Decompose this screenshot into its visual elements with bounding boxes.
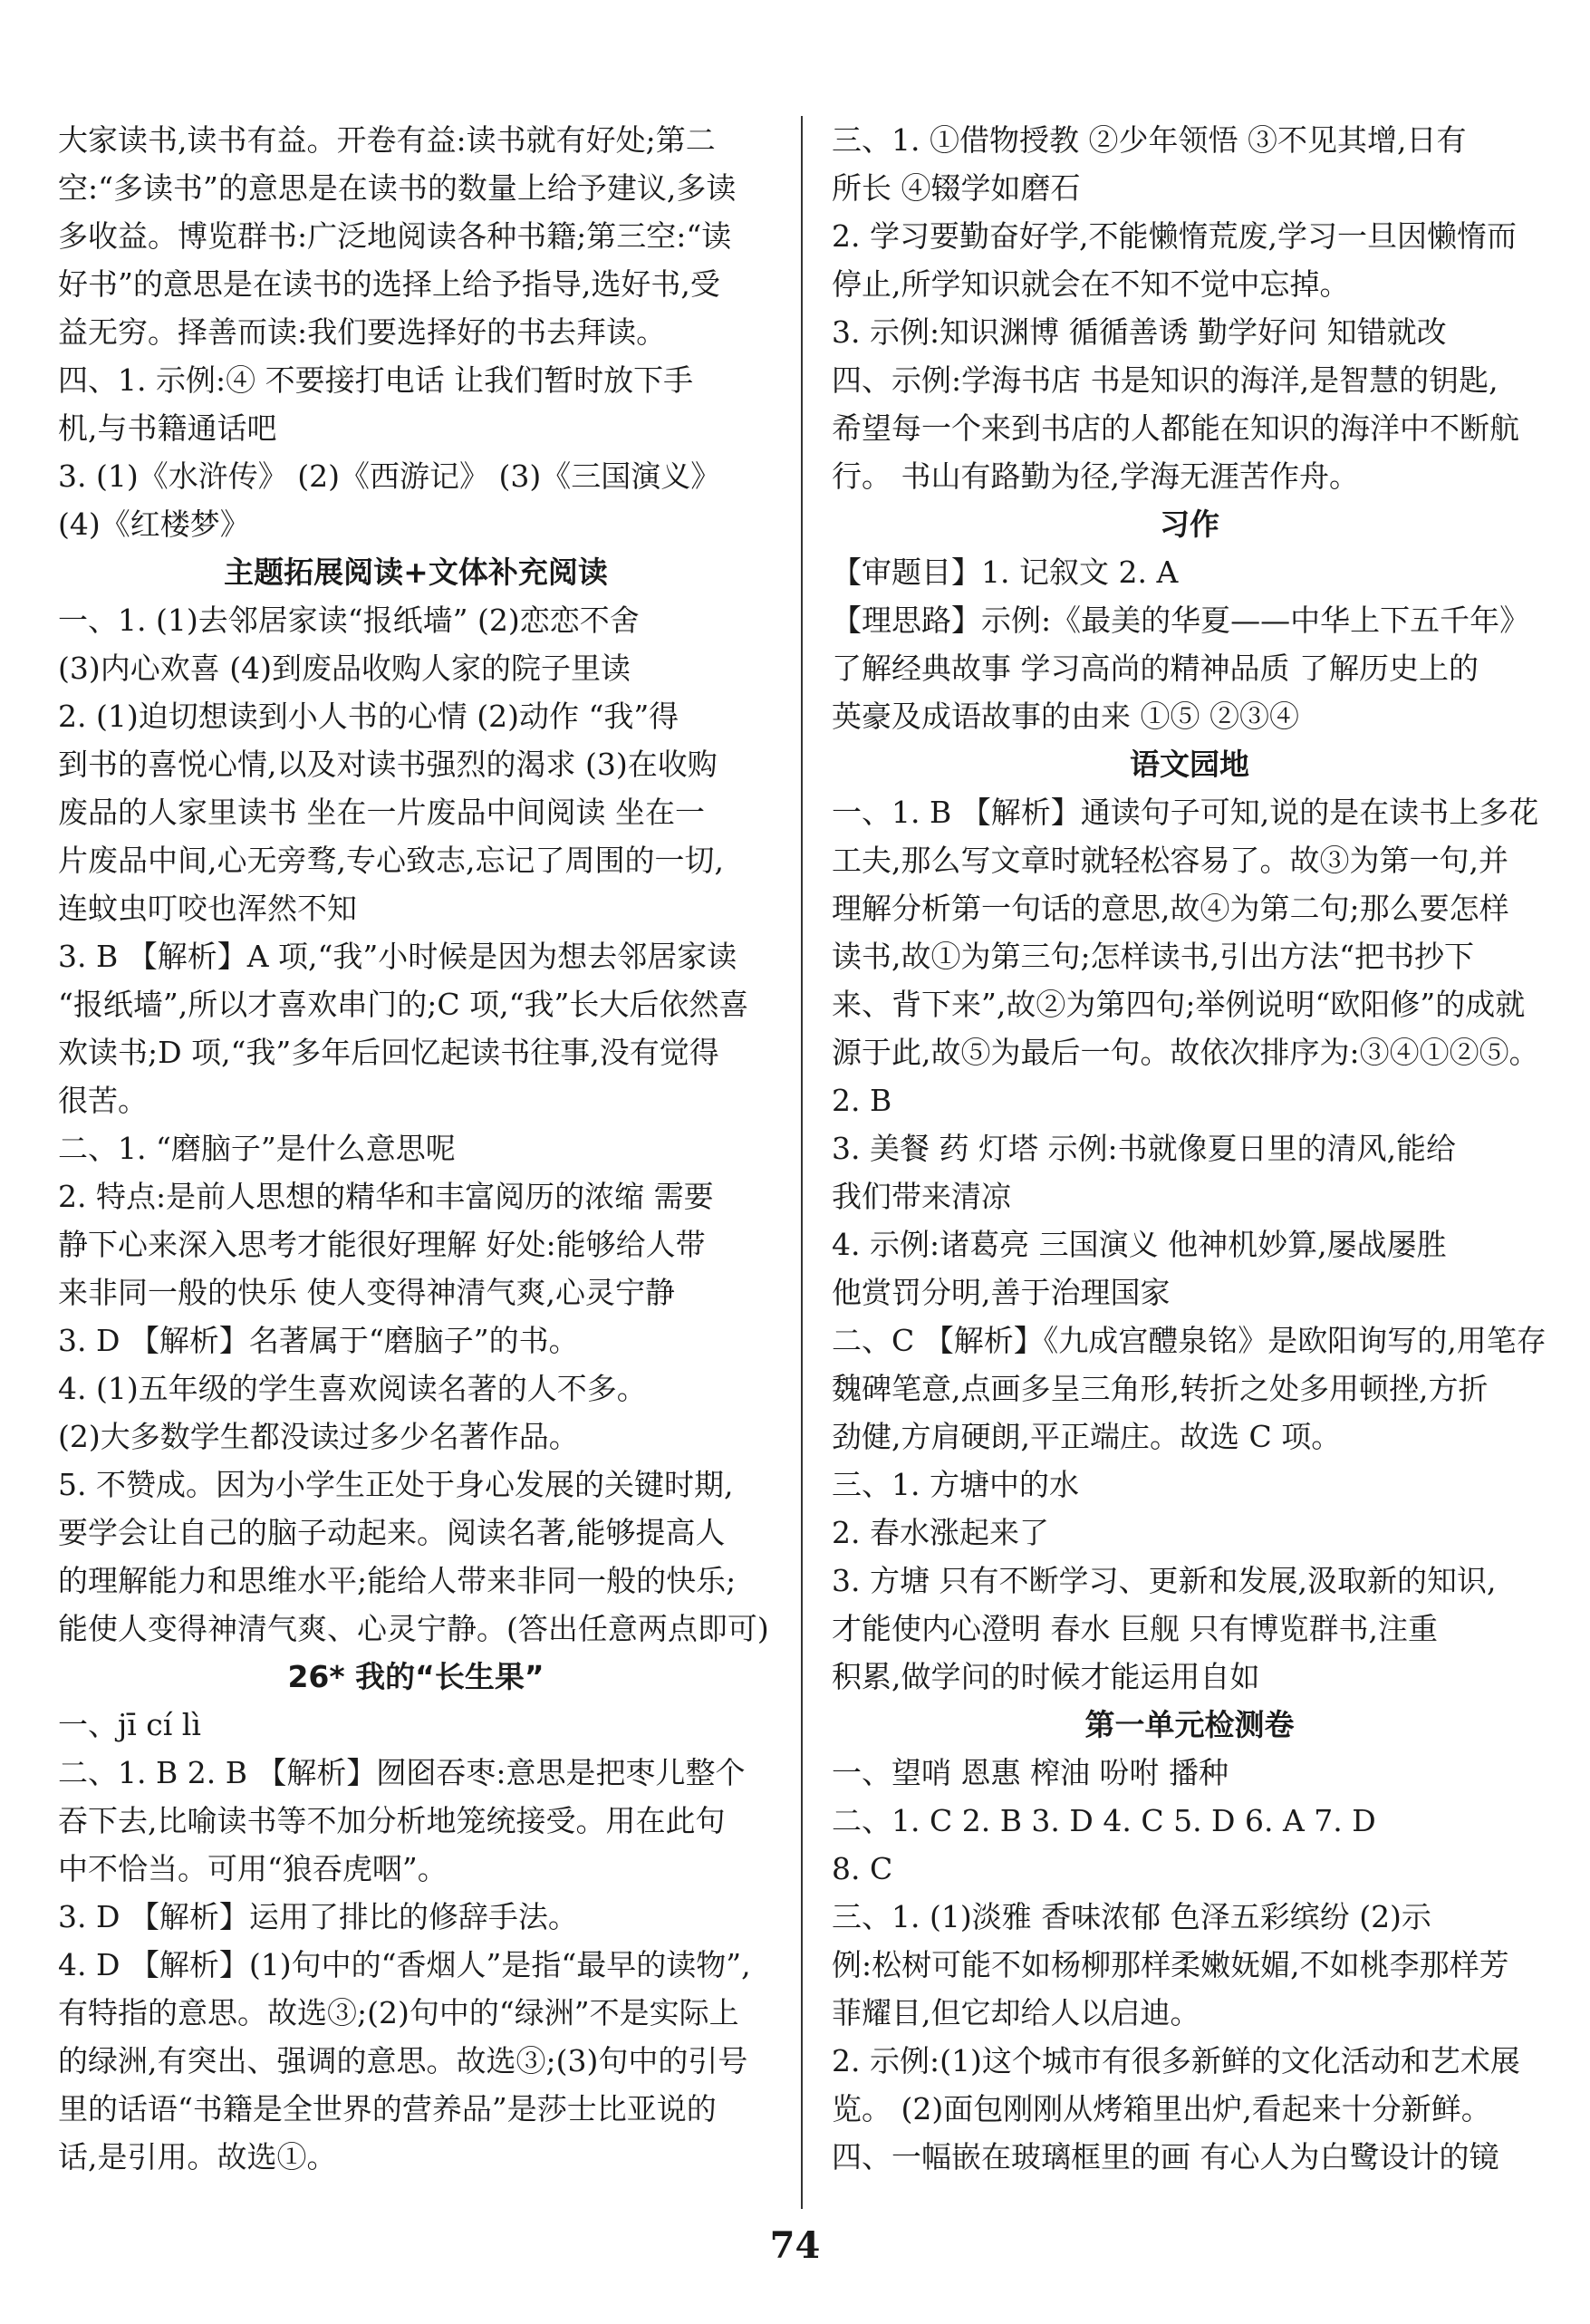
text-line: 希望每一个来到书店的人都能在知识的海洋中不断航 bbox=[832, 410, 1519, 446]
text-line: 中不恰当。可用“狼吞虎咽”。 bbox=[58, 1851, 448, 1886]
text-line: 一、jī cí lì bbox=[58, 1707, 201, 1742]
text-line: 好书”的意思是在读书的选择上给予指导,选好书,受 bbox=[58, 266, 720, 302]
text-line: 行。 书山有路勤为径,学海无涯苦作舟。 bbox=[832, 458, 1359, 494]
text-line: 4. D 【解析】(1)句中的“香烟人”是指“最早的读物”, bbox=[58, 1947, 751, 1982]
text-line: 大家读书,读书有益。开卷有益:读书就有好处;第二 bbox=[58, 122, 716, 158]
text-line: 静下心来深入思考才能很好理解 好处:能够给人带 bbox=[58, 1227, 706, 1262]
text-line: 工夫,那么写文章时就轻松容易了。故③为第一句,并 bbox=[832, 843, 1508, 878]
text-line: 8. C bbox=[832, 1851, 893, 1886]
text-line: 四、一幅嵌在玻璃框里的画 有心人为白鹭设计的镜 bbox=[832, 2139, 1499, 2175]
section-heading: 语文园地 bbox=[1130, 747, 1249, 782]
text-line: 机,与书籍通话吧 bbox=[58, 410, 277, 446]
text-line: 4. 示例:诸葛亮 三国演义 他神机妙算,屡战屡胜 bbox=[832, 1227, 1447, 1262]
text-line: 3. 示例:知识渊博 循循善诱 勤学好问 知错就改 bbox=[832, 314, 1447, 350]
text-line: 三、1. ①借物授教 ②少年领悟 ③不见其增,日有 bbox=[832, 122, 1467, 158]
text-line: 停止,所学知识就会在不知不觉中忘掉。 bbox=[832, 266, 1350, 302]
text-line: 3. D 【解析】名著属于“磨脑子”的书。 bbox=[58, 1323, 579, 1358]
text-line: 览。 (2)面包刚刚从烤箱里出炉,看起来十分新鲜。 bbox=[832, 2091, 1491, 2126]
text-line: 2. B bbox=[832, 1083, 892, 1118]
text-line: 吞下去,比喻读书等不加分析地笼统接受。用在此句 bbox=[58, 1803, 726, 1838]
section-heading: 第一单元检测卷 bbox=[1084, 1707, 1295, 1742]
text-line: 3. D 【解析】运用了排比的修辞手法。 bbox=[58, 1899, 578, 1934]
text-line: 读书,故①为第三句;怎样读书,引出方法“把书抄下 bbox=[832, 939, 1474, 974]
page-number: 74 bbox=[769, 2224, 821, 2267]
text-line: 3. 方塘 只有不断学习、更新和发展,汲取新的知识, bbox=[832, 1563, 1497, 1598]
text-line: 【理思路】示例:《最美的华夏——中华上下五千年》 bbox=[832, 603, 1530, 638]
text-line: “报纸墙”,所以才喜欢串门的;C 项,“我”长大后依然喜 bbox=[58, 987, 749, 1022]
text-line: 英豪及成语故事的由来 ①⑤ ②③④ bbox=[832, 699, 1299, 734]
text-line: 2. 春水涨起来了 bbox=[832, 1515, 1049, 1550]
text-line: 2. (1)迫切想读到小人书的心情 (2)动作 “我”得 bbox=[58, 699, 679, 734]
text-line: 空:“多读书”的意思是在读书的数量上给予建议,多读 bbox=[58, 170, 737, 206]
text-line: 一、1. (1)去邻居家读“报纸墙” (2)恋恋不舍 bbox=[58, 603, 640, 638]
left-column bbox=[58, 116, 774, 2181]
text-line: 菲耀目,但它却给人以启迪。 bbox=[832, 1995, 1200, 2030]
text-line: 一、望哨 恩惠 榨油 吩咐 播种 bbox=[832, 1755, 1229, 1790]
text-line: 2. 特点:是前人思想的精华和丰富阅历的浓缩 需要 bbox=[58, 1179, 714, 1214]
text-line: 连蚊虫叮咬也浑然不知 bbox=[58, 891, 357, 926]
text-line: 益无穷。择善而读:我们要选择好的书去拜读。 bbox=[58, 314, 667, 350]
text-line: 来、背下来”,故②为第四句;举例说明“欧阳修”的成就 bbox=[832, 987, 1526, 1022]
text-line: 例:松树可能不如杨柳那样柔嫩妩媚,不如桃李那样芳 bbox=[832, 1947, 1509, 1982]
text-line: 3. 美餐 药 灯塔 示例:书就像夏日里的清风,能给 bbox=[832, 1131, 1457, 1166]
text-line: 3. B 【解析】A 项,“我”小时候是因为想去邻居家读 bbox=[58, 939, 737, 974]
text-line: 积累,做学问的时候才能运用自如 bbox=[832, 1659, 1260, 1694]
text-line: 三、1. (1)淡雅 香味浓郁 色泽五彩缤纷 (2)示 bbox=[832, 1899, 1431, 1934]
text-line: 废品的人家里读书 坐在一片废品中间阅读 坐在一 bbox=[58, 795, 705, 830]
text-line: 了解经典故事 学习高尚的精神品质 了解历史上的 bbox=[832, 651, 1479, 686]
text-line: 二、1. B 2. B 【解析】囫囵吞枣:意思是把枣儿整个 bbox=[58, 1755, 746, 1790]
text-line: 2. 学习要勤奋好学,不能懒惰荒废,学习一旦因懒惰而 bbox=[832, 218, 1517, 254]
section-heading: 26* 我的“长生果” bbox=[287, 1659, 544, 1694]
text-line: 要学会让自己的脑子动起来。阅读名著,能够提高人 bbox=[58, 1515, 726, 1550]
text-line: (3)内心欢喜 (4)到废品收购人家的院子里读 bbox=[58, 651, 631, 686]
text-line: 二、1. “磨脑子”是什么意思呢 bbox=[58, 1131, 456, 1166]
text-line: 多收益。博览群书:广泛地阅读各种书籍;第三空:“读 bbox=[58, 218, 732, 254]
text-line: 能使人变得神清气爽、心灵宁静。(答出任意两点即可) bbox=[58, 1611, 769, 1646]
text-line: 源于此,故⑤为最后一句。故依次排序为:③④①②⑤。 bbox=[832, 1035, 1539, 1070]
text-line: 话,是引用。故选①。 bbox=[58, 2139, 337, 2175]
text-line: 4. (1)五年级的学生喜欢阅读名著的人不多。 bbox=[58, 1371, 647, 1406]
text-line: 有特指的意思。故选③;(2)句中的“绿洲”不是实际上 bbox=[58, 1995, 739, 2030]
text-line: 才能使内心澄明 春水 巨舰 只有博览群书,注重 bbox=[832, 1611, 1438, 1646]
text-line: 2. 示例:(1)这个城市有很多新鲜的文化活动和艺术展 bbox=[832, 2043, 1520, 2078]
text-line: 二、C 【解析】《九成宫醴泉铭》是欧阳询写的,用笔存 bbox=[832, 1323, 1547, 1358]
text-line: 5. 不赞成。因为小学生正处于身心发展的关键时期, bbox=[58, 1467, 734, 1502]
text-line: 二、1. C 2. B 3. D 4. C 5. D 6. A 7. D bbox=[832, 1803, 1376, 1838]
text-line: 劲健,方肩硬朗,平正端庄。故选 C 项。 bbox=[832, 1419, 1342, 1454]
text-line: 四、示例:学海书店 书是知识的海洋,是智慧的钥匙, bbox=[832, 362, 1498, 398]
text-line: 四、1. 示例:④ 不要接打电话 让我们暂时放下手 bbox=[58, 362, 694, 398]
text-line: 【审题目】1. 记叙文 2. A bbox=[832, 554, 1179, 590]
column-divider bbox=[801, 116, 803, 2209]
text-line: 片废品中间,心无旁骛,专心致志,忘记了周围的一切, bbox=[58, 843, 724, 878]
text-line: 来非同一般的快乐 使人变得神清气爽,心灵宁静 bbox=[58, 1275, 675, 1310]
text-line: (2)大多数学生都没读过多少名著作品。 bbox=[58, 1419, 579, 1454]
text-line: 欢读书;D 项,“我”多年后回忆起读书往事,没有觉得 bbox=[58, 1035, 719, 1070]
right-column bbox=[832, 116, 1547, 2181]
text-line: (4)《红楼梦》 bbox=[58, 506, 250, 542]
text-line: 3. (1)《水浒传》 (2)《西游记》 (3)《三国演义》 bbox=[58, 458, 721, 494]
text-line: 的理解能力和思维水平;能给人带来非同一般的快乐; bbox=[58, 1563, 737, 1598]
text-line: 里的话语“书籍是全世界的营养品”是莎士比亚说的 bbox=[58, 2091, 717, 2126]
text-line: 魏碑笔意,点画多呈三角形,转折之处多用顿挫,方折 bbox=[832, 1371, 1489, 1406]
text-line: 一、1. B 【解析】通读句子可知,说的是在读书上多花 bbox=[832, 795, 1539, 830]
text-line: 理解分析第一句话的意思,故④为第二句;那么要怎样 bbox=[832, 891, 1509, 926]
text-line: 我们带来清凉 bbox=[832, 1179, 1011, 1214]
text-line: 三、1. 方塘中的水 bbox=[832, 1467, 1079, 1502]
text-line: 很苦。 bbox=[58, 1083, 148, 1118]
text-line: 他赏罚分明,善于治理国家 bbox=[832, 1275, 1171, 1310]
section-heading: 习作 bbox=[1160, 506, 1219, 542]
text-line: 的绿洲,有突出、强调的意思。故选③;(3)句中的引号 bbox=[58, 2043, 748, 2078]
text-line: 所长 ④辍学如磨石 bbox=[832, 170, 1081, 206]
section-heading: 主题拓展阅读+文体补充阅读 bbox=[224, 554, 608, 590]
text-line: 到书的喜悦心情,以及对读书强烈的渴求 (3)在收购 bbox=[58, 747, 718, 782]
